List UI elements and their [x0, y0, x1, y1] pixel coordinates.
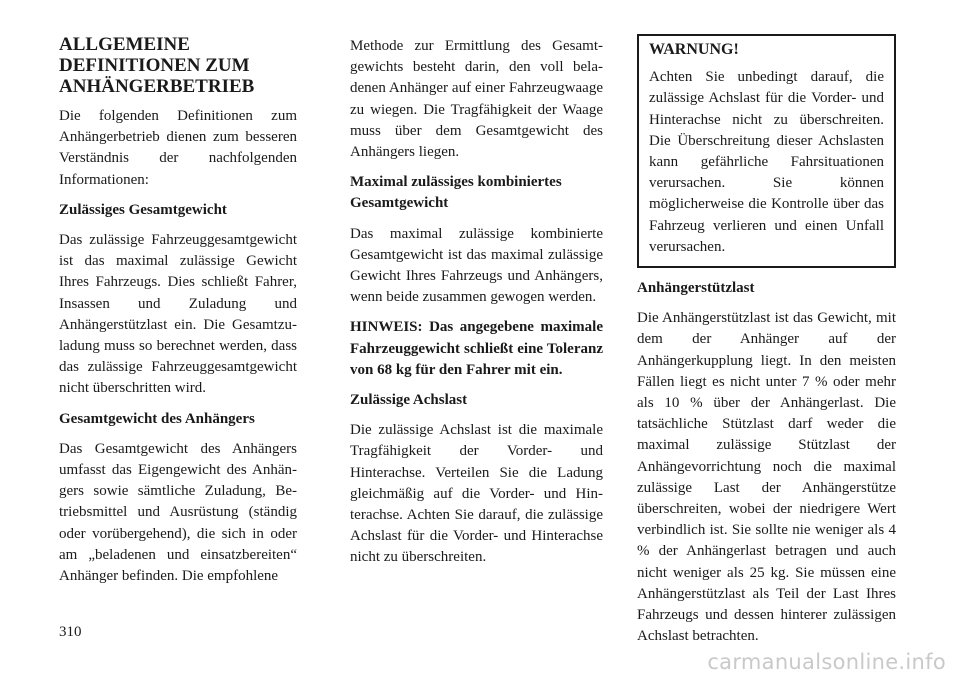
section-heading-axle-load: Zulässige Achslast — [350, 392, 468, 409]
section-heading-trailer-weight: Gesamtgewicht des Anhängers — [59, 410, 255, 427]
warning-box — [637, 34, 896, 268]
section-heading-gross-weight: Zulässiges Gesamtgewicht — [59, 201, 227, 218]
column-2 — [350, 36, 603, 578]
page-title: ALLGEMEINE DEFINITIONEN ZUM ANHÄNGERBETRIEB — [59, 34, 255, 97]
continuation-paragraph: Methode zur Ermittlung des Gesamtgewichts besteht darin, den voll beladenen Anhänger auf einer Fahrzeugwaage zu wiegen. Die Tragfähigkeit der Waage muss über dem Gesamtgewicht des Anhängers liegen. — [350, 38, 603, 161]
watermark-text: carmanualsonline.info — [707, 650, 946, 674]
section-heading-combined-weight: Maximal zulässiges kombiniertes Gesamtgewicht — [350, 174, 562, 212]
page-number: 310 — [59, 624, 82, 640]
section-text-combined-weight: Das maximal zulässige kombinierte Gesamtgewicht ist das maximal zulässige Gewicht Ihres Fahrzeugs und Anhängers, wenn beide zusammen gewogen werden. — [350, 225, 603, 306]
note-paragraph: HINWEIS: Das angegebene maximale Fahrzeuggewicht schließt eine Toleranz von 68 kg für den Fahrer mit ein. — [350, 319, 603, 378]
column-3 — [637, 34, 896, 656]
section-text-tongue-weight: Die Anhängerstützlast ist das Gewicht, mit dem der Anhänger auf der Anhängerkupplung liegt. In den meisten Fällen liegt es nicht unter 7 % oder mehr als 10 % über der Anhängerlast. Die tatsächliche Stützlast darf weder die maximal zulässige Stützlast der Anhängevorrichtung noch die maximal zulässige Last der Anhängerstütze überschreiten, wobei der niedrigere Wert verbindlich ist. Sie sollte nie weniger als 4 % der Anhängerlast betragen und auch nicht weniger als 25 kg. Sie müssen eine Anhängerstützlast als Teil der Last Ihres Fahrzeugs und dessen hinterer zulässigen Achslast betrachten. — [637, 310, 896, 645]
intro-paragraph: Die folgenden Definitionen zum Anhängerbetrieb dienen zum besseren Verständnis der nachfolgenden Informationen: — [59, 108, 297, 188]
section-text-trailer-weight: Das Gesamtgewicht des Anhängers umfasst das Eigengewicht des Anhängers sowie sämtliche Zuladung, Betriebsmittel und Ausrüstung (ständig oder vorübergehend), die sich in oder am „beladenen und einsatzbereiten“ Anhänger befinden. Die empfohlene — [59, 440, 297, 585]
warning-text: Achten Sie unbedingt darauf, die zulässige Achslast für die Vorder- und Hinterachse nicht zu überschreiten. Die Überschreitung dieser Achslasten kann gefährliche Fahrsituationen verursachen. Sie können möglicherweise die Kontrolle über das Fahrzeug verlieren und einen Unfall verursachen. — [649, 69, 884, 255]
section-text-gross-weight: Das zulässige Fahrzeuggesamtgewicht ist das maximal zulässige Gewicht Ihres Fahrzeugs. Dies schließt Fahrer, Insassen und Zuladung und Anhängerstützlast ein. Die Gesamtzuladung muss so berechnet werden, dass das zulässige Fahrzeuggesamtgewicht nicht überschritten wird. — [59, 232, 297, 397]
warning-title: WARNUNG! — [649, 41, 739, 58]
section-heading-tongue-weight: Anhängerstützlast — [637, 280, 755, 297]
section-text-axle-load: Die zulässige Achslast ist die maximale Tragfähigkeit der Vorder- und Hinterachse. Verteilen Sie die Ladung gleichmäßig auf die Vorder- und Hinterachse. Achten Sie darauf, die zulässige Achslast für die Vorder- und Hinterachse nicht zu überschreiten. — [350, 422, 603, 566]
column-1 — [59, 34, 297, 596]
